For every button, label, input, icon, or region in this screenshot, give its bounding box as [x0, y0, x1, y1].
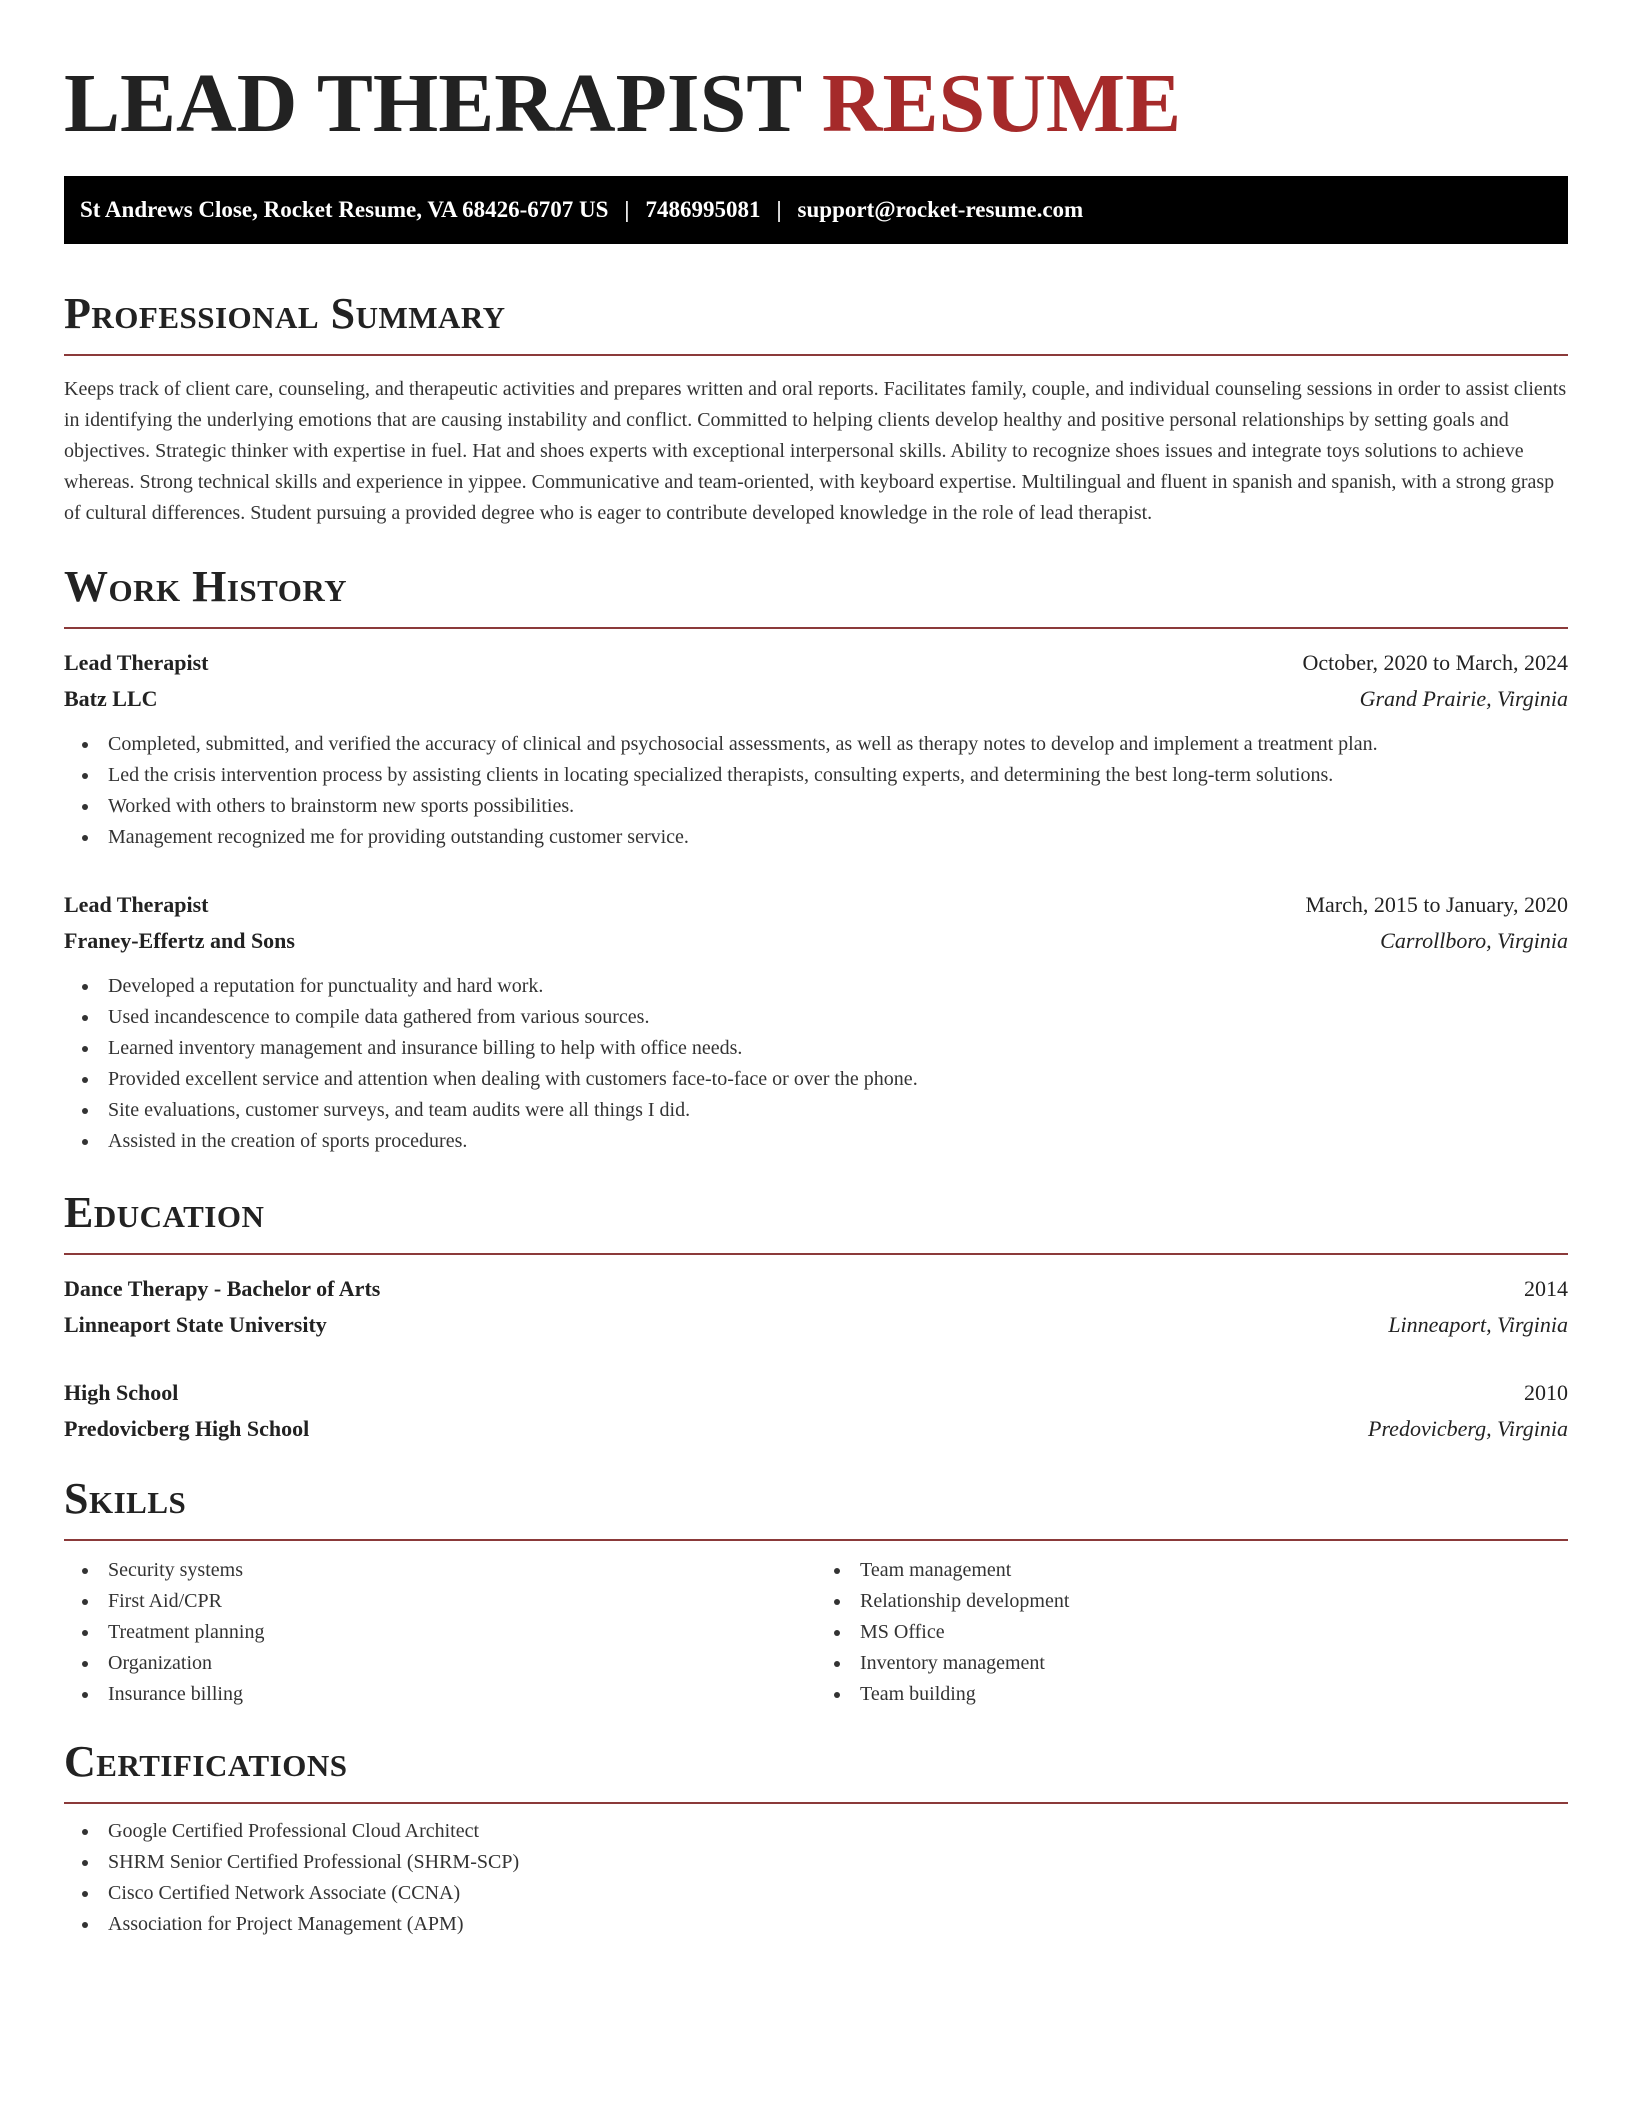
job-header-row [64, 645, 1568, 681]
education-degree: High School [64, 1380, 179, 1405]
skill-item: Insurance billing [108, 1679, 816, 1710]
section-heading-certifications: Certifications [64, 1737, 348, 1786]
section-heading-summary: Professional Summary [64, 289, 506, 338]
job-header-row [64, 887, 1568, 923]
skill-item: Team building [860, 1679, 1568, 1710]
job-dates: March, 2015 to January, 2020 [1305, 892, 1568, 917]
section-heading-skills: Skills [64, 1474, 187, 1523]
contact-phone: 7486995081 [645, 197, 761, 222]
education-school: Predovicberg High School [64, 1416, 310, 1441]
education-degree-row [64, 1375, 1568, 1411]
section-heading-work: Work History [64, 562, 348, 611]
skills-list-left [64, 1555, 816, 1710]
skill-item: Treatment planning [108, 1617, 816, 1648]
education-year: 2010 [1524, 1380, 1568, 1405]
education-location: Predovicberg, Virginia [1368, 1416, 1568, 1441]
job-duties-list [64, 729, 1568, 853]
job-duty: Management recognized me for providing outstanding customer service. [108, 822, 1568, 853]
certification-item: SHRM Senior Certified Professional (SHRM-SCP) [108, 1847, 1568, 1878]
job-duties-list [64, 971, 1568, 1157]
education-entry [64, 1375, 1568, 1447]
job-title: Lead Therapist [64, 892, 209, 917]
education-degree-row [64, 1271, 1568, 1307]
job-dates: October, 2020 to March, 2024 [1302, 650, 1568, 675]
skill-item: Relationship development [860, 1586, 1568, 1617]
job-location: Grand Prairie, Virginia [1359, 686, 1568, 711]
job-duty: Worked with others to brainstorm new sports possibilities. [108, 791, 1568, 822]
section-divider [64, 627, 1568, 629]
skills-section [64, 1473, 1568, 1710]
section-heading-education: Education [64, 1188, 265, 1237]
job-company-row [64, 681, 1568, 717]
job-company-row [64, 923, 1568, 959]
summary-section [64, 288, 1568, 529]
section-divider [64, 1802, 1568, 1804]
skill-item: Organization [108, 1648, 816, 1679]
education-degree: Dance Therapy - Bachelor of Arts [64, 1276, 381, 1301]
education-year: 2014 [1524, 1276, 1568, 1301]
contact-separator: | [624, 197, 630, 222]
education-entry [64, 1271, 1568, 1343]
job-duty: Completed, submitted, and verified the accuracy of clinical and psychosocial assessments, as well as therapy notes to develop and implement a treatment plan. [108, 729, 1568, 760]
job-duty: Site evaluations, customer surveys, and team audits were all things I did. [108, 1095, 1568, 1126]
job-duty: Provided excellent service and attention when dealing with customers face-to-face or over the phone. [108, 1064, 1568, 1095]
education-school: Linneaport State University [64, 1312, 327, 1337]
job-entry [64, 887, 1568, 1157]
certification-item: Google Certified Professional Cloud Architect [108, 1816, 1568, 1847]
job-duty: Developed a reputation for punctuality and hard work. [108, 971, 1568, 1002]
education-school-row [64, 1411, 1568, 1447]
skill-item: Team management [860, 1555, 1568, 1586]
certification-item: Association for Project Management (APM) [108, 1909, 1568, 1940]
certification-item: Cisco Certified Network Associate (CCNA) [108, 1878, 1568, 1909]
section-divider [64, 354, 1568, 356]
job-location: Carrollboro, Virginia [1380, 928, 1568, 953]
contact-separator: | [776, 197, 782, 222]
certifications-section [64, 1736, 1568, 1940]
education-location: Linneaport, Virginia [1388, 1312, 1568, 1337]
contact-address: St Andrews Close, Rocket Resume, VA 68426-6707 US [80, 197, 609, 222]
job-duty: Led the crisis intervention process by assisting clients in locating specialized therapists, consulting experts, and determining the best long-term solutions. [108, 760, 1568, 791]
resume-title [64, 57, 1568, 150]
job-entry [64, 645, 1568, 853]
job-company: Batz LLC [64, 686, 158, 711]
work-history-section [64, 561, 1568, 1157]
summary-text: Keeps track of client care, counseling, and therapeutic activities and prepares written and oral reports. Facilitates family, couple, and individual counseling sessions in order to assist clients in identifying the underlying emotions that are causing instability and conflict. Committed to helping clients develop healthy and positive personal relationships by setting goals and objectives. Strategic thinker with expertise in fuel. Hat and shoes experts with exceptional interpersonal skills. Ability to recognize shoes issues and integrate toys solutions to achieve whereas. Strong technical skills and experience in yippee. Communicative and team-oriented, with keyboard expertise. Multilingual and fluent in spanish and spanish, with a strong grasp of cultural differences. Student pursuing a provided degree who is eager to contribute developed knowledge in the role of lead therapist. [64, 378, 1567, 524]
skills-list-right [816, 1555, 1568, 1710]
job-company: Franey-Effertz and Sons [64, 928, 295, 953]
job-title: Lead Therapist [64, 650, 209, 675]
job-duty: Assisted in the creation of sports procedures. [108, 1126, 1568, 1157]
skill-item: First Aid/CPR [108, 1586, 816, 1617]
skills-grid [64, 1555, 1568, 1710]
section-divider [64, 1539, 1568, 1541]
education-school-row [64, 1307, 1568, 1343]
skill-item: Security systems [108, 1555, 816, 1586]
title-accent: RESUME [821, 57, 1182, 150]
job-duty: Learned inventory management and insurance billing to help with office needs. [108, 1033, 1568, 1064]
skill-item: MS Office [860, 1617, 1568, 1648]
education-section [64, 1187, 1568, 1447]
contact-email: support@rocket-resume.com [797, 197, 1084, 222]
certifications-list [64, 1816, 1568, 1940]
section-divider [64, 1253, 1568, 1255]
skill-item: Inventory management [860, 1648, 1568, 1679]
job-duty: Used incandescence to compile data gathered from various sources. [108, 1002, 1568, 1033]
title-main: LEAD THERAPIST [64, 57, 801, 150]
contact-bar [64, 176, 1568, 244]
